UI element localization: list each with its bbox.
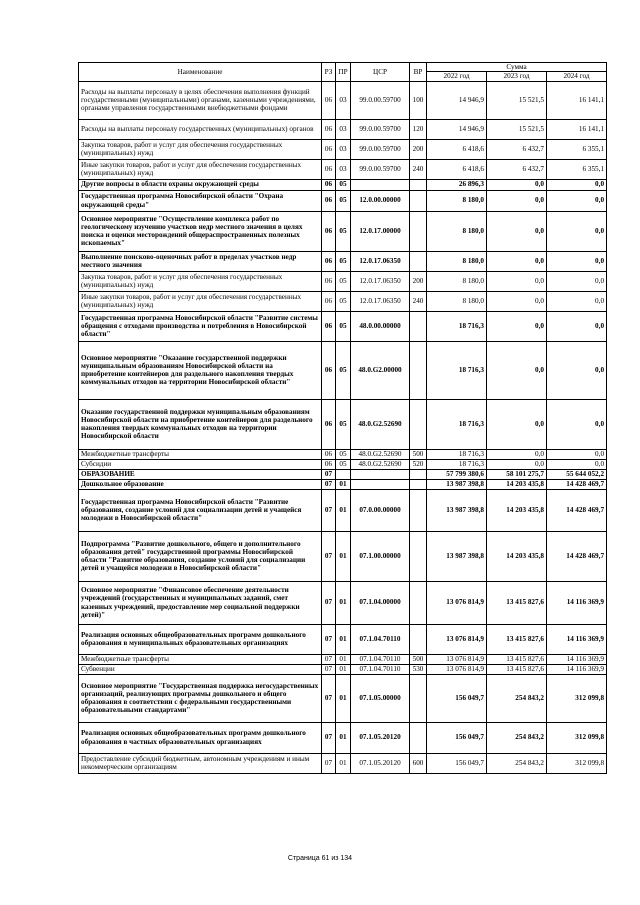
table-row: [79, 311, 607, 341]
row-vr: [410, 211, 427, 251]
row-sum-2022: 8 180,0: [427, 251, 487, 271]
table-row: [79, 459, 607, 469]
row-sum-2024: 0,0: [547, 449, 607, 459]
table-row: [79, 753, 607, 773]
table-row: [79, 190, 607, 211]
row-sum-2024: 0,0: [547, 341, 607, 399]
row-sum-2022: 14 946,9: [427, 81, 487, 119]
row-name: Государственная программа Новосибирской области "Развитие образования, создание условий для социализации детей и учащейся молодежи в Новосибирской области": [79, 489, 322, 531]
row-sum-2022: 13 076 814,9: [427, 664, 487, 674]
row-sum-2023: 0,0: [487, 459, 547, 469]
row-rz: 06: [322, 459, 336, 469]
row-vr: [410, 311, 427, 341]
table-row: [79, 211, 607, 251]
row-sum-2024: 0,0: [547, 399, 607, 449]
row-sum-2024: 312 099,8: [547, 753, 607, 773]
row-csr: [351, 469, 410, 479]
row-vr: [410, 722, 427, 753]
row-pr: 01: [336, 479, 351, 489]
row-sum-2024: 0,0: [547, 311, 607, 341]
row-sum-2022: 156 049,7: [427, 753, 487, 773]
row-vr: [410, 531, 427, 581]
row-rz: 06: [322, 190, 336, 211]
table-row: [79, 654, 607, 664]
row-rz: 07: [322, 469, 336, 479]
row-sum-2024: 14 116 369,9: [547, 664, 607, 674]
row-name: Государственная программа Новосибирской области "Развитие системы обращения с отходами производства и потребления в Новосибирской области": [79, 311, 322, 341]
row-sum-2023: 6 432,7: [487, 139, 547, 159]
row-vr: [410, 469, 427, 479]
row-pr: 01: [336, 531, 351, 581]
table-row: [79, 531, 607, 581]
row-vr: 200: [410, 271, 427, 291]
table-row: [79, 624, 607, 654]
row-sum-2022: 13 076 814,9: [427, 654, 487, 664]
row-vr: 240: [410, 291, 427, 311]
row-sum-2023: 58 101 275,7: [487, 469, 547, 479]
row-csr: 12.0.17.06350: [351, 291, 410, 311]
row-sum-2022: 13 076 814,9: [427, 581, 487, 624]
table-row: [79, 399, 607, 449]
row-pr: 01: [336, 664, 351, 674]
col-header-csr: ЦСР: [351, 63, 410, 82]
row-vr: 600: [410, 753, 427, 773]
table-row: [79, 449, 607, 459]
row-sum-2023: 13 415 827,6: [487, 581, 547, 624]
row-csr: 99.0.00.59700: [351, 119, 410, 139]
row-pr: 03: [336, 159, 351, 179]
row-name: Субвенции: [79, 664, 322, 674]
row-sum-2022: 18 716,3: [427, 449, 487, 459]
row-pr: 05: [336, 449, 351, 459]
row-vr: 520: [410, 459, 427, 469]
row-sum-2023: 13 415 827,6: [487, 654, 547, 664]
row-pr: 05: [336, 190, 351, 211]
row-csr: 07.1.00.00000: [351, 531, 410, 581]
row-sum-2024: 312 099,8: [547, 674, 607, 722]
row-sum-2023: 0,0: [487, 251, 547, 271]
row-csr: 48.0.00.00000: [351, 311, 410, 341]
row-pr: 01: [336, 581, 351, 624]
row-sum-2024: 0,0: [547, 251, 607, 271]
row-sum-2024: 0,0: [547, 291, 607, 311]
row-csr: 07.0.00.00000: [351, 489, 410, 531]
row-rz: 07: [322, 531, 336, 581]
row-csr: 48.0.G2.00000: [351, 341, 410, 399]
row-sum-2023: 0,0: [487, 190, 547, 211]
row-sum-2023: 14 203 435,8: [487, 531, 547, 581]
row-pr: 05: [336, 341, 351, 399]
row-sum-2024: 16 141,1: [547, 119, 607, 139]
row-sum-2022: 57 799 380,6: [427, 469, 487, 479]
row-sum-2024: 312 099,8: [547, 722, 607, 753]
col-header-pr: ПР: [336, 63, 351, 82]
row-sum-2022: 18 716,3: [427, 311, 487, 341]
row-name: Расходы на выплаты персоналу государственных (муниципальных) органов: [79, 119, 322, 139]
row-csr: 07.1.04.70110: [351, 664, 410, 674]
table-row: [79, 271, 607, 291]
row-sum-2023: 254 843,2: [487, 753, 547, 773]
row-csr: 12.0.17.06350: [351, 251, 410, 271]
row-vr: [410, 479, 427, 489]
row-name: Межбюджетные трансферты: [79, 449, 322, 459]
row-name: Основное мероприятие "Осуществление комплекса работ по геологическому изучению участков недр местного значения в целях поиска и оценки месторождений общераспространенных полезных ископаемых": [79, 211, 322, 251]
row-rz: 07: [322, 753, 336, 773]
row-sum-2022: 14 946,9: [427, 119, 487, 139]
row-rz: 07: [322, 624, 336, 654]
row-name: Другие вопросы в области охраны окружающей среды: [79, 179, 322, 190]
row-rz: 07: [322, 654, 336, 664]
row-rz: 06: [322, 291, 336, 311]
row-sum-2023: 13 415 827,6: [487, 664, 547, 674]
row-sum-2022: 26 896,3: [427, 179, 487, 190]
row-csr: 99.0.00.59700: [351, 139, 410, 159]
row-rz: 07: [322, 674, 336, 722]
row-rz: 06: [322, 449, 336, 459]
row-rz: 06: [322, 159, 336, 179]
row-vr: [410, 251, 427, 271]
row-sum-2023: 13 415 827,6: [487, 624, 547, 654]
row-sum-2024: 6 355,1: [547, 139, 607, 159]
row-pr: 05: [336, 291, 351, 311]
table-row: [79, 159, 607, 179]
row-rz: 06: [322, 341, 336, 399]
row-sum-2024: 14 428 469,7: [547, 479, 607, 489]
row-name: Иные закупки товаров, работ и услуг для обеспечения государственных (муниципальных) нужд: [79, 291, 322, 311]
row-vr: 530: [410, 664, 427, 674]
table-row: [79, 81, 607, 119]
table-body: [79, 81, 607, 773]
row-vr: [410, 581, 427, 624]
row-vr: 500: [410, 449, 427, 459]
row-rz: 06: [322, 211, 336, 251]
row-sum-2023: 0,0: [487, 271, 547, 291]
row-csr: 07.1.04.70110: [351, 654, 410, 664]
row-sum-2022: 13 987 398,8: [427, 479, 487, 489]
row-sum-2024: 14 116 369,9: [547, 654, 607, 664]
row-csr: 99.0.00.59700: [351, 159, 410, 179]
row-rz: 07: [322, 581, 336, 624]
row-rz: 06: [322, 119, 336, 139]
row-pr: 05: [336, 271, 351, 291]
budget-table: [78, 62, 607, 774]
row-vr: 120: [410, 119, 427, 139]
col-header-year-2023: 2023 год: [487, 72, 547, 81]
row-sum-2024: 14 116 369,9: [547, 581, 607, 624]
row-sum-2023: 0,0: [487, 311, 547, 341]
row-sum-2023: 15 521,5: [487, 119, 547, 139]
row-pr: 01: [336, 654, 351, 664]
row-vr: [410, 674, 427, 722]
row-pr: 01: [336, 722, 351, 753]
row-sum-2024: 0,0: [547, 459, 607, 469]
row-csr: 48.0.G2.52690: [351, 459, 410, 469]
table-row: [79, 119, 607, 139]
page-footer: Страница 61 из 134: [287, 855, 353, 862]
col-header-rz: РЗ: [322, 63, 336, 82]
row-pr: 05: [336, 399, 351, 449]
table-row: [79, 251, 607, 271]
table-row: [79, 581, 607, 624]
row-name: Предоставление субсидий бюджетным, автономным учреждениям и иным некоммерческим организациям: [79, 753, 322, 773]
row-name: ОБРАЗОВАНИЕ: [79, 469, 322, 479]
row-sum-2022: 8 180,0: [427, 211, 487, 251]
row-name: Иные закупки товаров, работ и услуг для обеспечения государственных (муниципальных) нужд: [79, 159, 322, 179]
row-rz: 06: [322, 179, 336, 190]
row-sum-2022: 6 418,6: [427, 139, 487, 159]
row-csr: 12.0.17.06350: [351, 271, 410, 291]
col-header-vr: ВР: [410, 63, 427, 82]
row-vr: [410, 190, 427, 211]
row-vr: 100: [410, 81, 427, 119]
row-sum-2024: 14 428 469,7: [547, 489, 607, 531]
row-sum-2022: 8 180,0: [427, 271, 487, 291]
row-sum-2022: 8 180,0: [427, 190, 487, 211]
row-csr: 07.1.05.20120: [351, 722, 410, 753]
row-vr: [410, 341, 427, 399]
table-row: [79, 674, 607, 722]
row-vr: [410, 399, 427, 449]
row-pr: 05: [336, 251, 351, 271]
row-pr: 01: [336, 674, 351, 722]
row-sum-2023: 14 203 435,8: [487, 479, 547, 489]
row-name: Основное мероприятие "Оказание государственной поддержки муниципальным образованиям Новосибирской области на приобретение контейнеров для раздельного накопления твердых коммунальных отходов на территории Новосибирской области": [79, 341, 322, 399]
row-pr: 05: [336, 211, 351, 251]
row-sum-2024: 0,0: [547, 271, 607, 291]
row-name: Закупка товаров, работ и услуг для обеспечения государственных (муниципальных) нужд: [79, 271, 322, 291]
row-name: Выполнение поисково-оценочных работ в пределах участков недр местного значения: [79, 251, 322, 271]
row-pr: 05: [336, 311, 351, 341]
row-pr: 01: [336, 624, 351, 654]
row-sum-2023: 0,0: [487, 341, 547, 399]
row-sum-2022: 13 987 398,8: [427, 531, 487, 581]
row-vr: [410, 489, 427, 531]
row-csr: 07.1.05.20120: [351, 753, 410, 773]
table-row: [79, 469, 607, 479]
row-name: Оказание государственной поддержки муниципальным образованиям Новосибирской области на приобретение контейнеров для раздельного накопления твердых коммунальных отходов на территории Новосибирской области: [79, 399, 322, 449]
table-row: [79, 479, 607, 489]
row-vr: 500: [410, 654, 427, 664]
row-sum-2024: 0,0: [547, 211, 607, 251]
row-sum-2023: 0,0: [487, 179, 547, 190]
row-vr: 240: [410, 159, 427, 179]
row-rz: 07: [322, 479, 336, 489]
row-sum-2024: 14 428 469,7: [547, 531, 607, 581]
table-row: [79, 291, 607, 311]
row-rz: 07: [322, 664, 336, 674]
row-pr: 03: [336, 139, 351, 159]
row-sum-2023: 0,0: [487, 449, 547, 459]
row-sum-2022: 13 987 398,8: [427, 489, 487, 531]
row-pr: 03: [336, 119, 351, 139]
row-pr: 01: [336, 489, 351, 531]
row-csr: 07.1.04.00000: [351, 581, 410, 624]
row-csr: 48.0.G2.52690: [351, 399, 410, 449]
row-sum-2024: 14 116 369,9: [547, 624, 607, 654]
row-sum-2023: 0,0: [487, 291, 547, 311]
row-csr: [351, 179, 410, 190]
row-sum-2022: 13 076 814,9: [427, 624, 487, 654]
row-csr: 07.1.04.70110: [351, 624, 410, 654]
row-sum-2024: 0,0: [547, 179, 607, 190]
row-csr: 12.0.00.00000: [351, 190, 410, 211]
row-vr: 200: [410, 139, 427, 159]
row-pr: 03: [336, 81, 351, 119]
row-name: Расходы на выплаты персоналу в целях обеспечения выполнения функций государственными (муниципальными) органами, казенными учреждениями, органами управления государственными внебюджетными фондами: [79, 81, 322, 119]
row-sum-2022: 156 049,7: [427, 722, 487, 753]
row-sum-2022: 18 716,3: [427, 459, 487, 469]
row-sum-2022: 8 180,0: [427, 291, 487, 311]
row-sum-2022: 18 716,3: [427, 341, 487, 399]
col-header-year-2022: 2022 год: [427, 72, 487, 81]
col-header-sum: Сумма: [427, 63, 607, 72]
row-name: Закупка товаров, работ и услуг для обеспечения государственных (муниципальных) нужд: [79, 139, 322, 159]
row-sum-2023: 15 521,5: [487, 81, 547, 119]
row-name: Основное мероприятие "Государственная поддержка негосударственных организаций, реализующих программы дошкольного и общего образования в соответствии с федеральными государственными образовательными стандартами": [79, 674, 322, 722]
row-csr: 48.0.G2.52690: [351, 449, 410, 459]
row-pr: [336, 469, 351, 479]
row-sum-2024: 6 355,1: [547, 159, 607, 179]
row-pr: 05: [336, 459, 351, 469]
table-row: [79, 179, 607, 190]
row-rz: 06: [322, 139, 336, 159]
row-pr: 05: [336, 179, 351, 190]
col-header-year-2024: 2024 год: [547, 72, 607, 81]
row-pr: 01: [336, 753, 351, 773]
row-name: Подпрограмма "Развитие дошкольного, общего и дополнительного образования детей" государственной программы Новосибирской области "Развитие образования, создание условий для социализации детей и учащейся молодежи в Новосибирской области": [79, 531, 322, 581]
row-csr: 07.1.05.00000: [351, 674, 410, 722]
row-rz: 06: [322, 271, 336, 291]
row-sum-2022: 6 418,6: [427, 159, 487, 179]
row-csr: 99.0.00.59700: [351, 81, 410, 119]
row-sum-2023: 0,0: [487, 211, 547, 251]
row-csr: [351, 479, 410, 489]
row-rz: 06: [322, 399, 336, 449]
row-name: Государственная программа Новосибирской области "Охрана окружающей среды": [79, 190, 322, 211]
row-vr: [410, 179, 427, 190]
row-vr: [410, 624, 427, 654]
table-row: [79, 139, 607, 159]
table-row: [79, 489, 607, 531]
table-row: [79, 341, 607, 399]
row-rz: 06: [322, 81, 336, 119]
col-header-name: Наименование: [79, 63, 322, 82]
row-name: Реализация основных общеобразовательных программ дошкольного образования в частных образовательных организациях: [79, 722, 322, 753]
row-sum-2022: 18 716,3: [427, 399, 487, 449]
table-row: [79, 722, 607, 753]
row-sum-2023: 6 432,7: [487, 159, 547, 179]
row-name: Реализация основных общеобразовательных программ дошкольного образования в муниципальных образовательных организациях: [79, 624, 322, 654]
row-sum-2024: 16 141,1: [547, 81, 607, 119]
row-sum-2022: 156 049,7: [427, 674, 487, 722]
row-name: Основное мероприятие "Финансовое обеспечение деятельности учреждений (государственных и муниципальных заданий, смет казенных учреждений, предоставление мер социальной поддержки детей)": [79, 581, 322, 624]
row-csr: 12.0.17.00000: [351, 211, 410, 251]
row-name: Межбюджетные трансферты: [79, 654, 322, 664]
row-sum-2023: 0,0: [487, 399, 547, 449]
row-rz: 06: [322, 251, 336, 271]
row-name: Субсидии: [79, 459, 322, 469]
row-sum-2023: 14 203 435,8: [487, 489, 547, 531]
row-rz: 07: [322, 722, 336, 753]
row-sum-2023: 254 843,2: [487, 722, 547, 753]
row-sum-2024: 55 644 052,2: [547, 469, 607, 479]
row-rz: 07: [322, 489, 336, 531]
row-name: Дошкольное образование: [79, 479, 322, 489]
row-rz: 06: [322, 311, 336, 341]
row-sum-2023: 254 843,2: [487, 674, 547, 722]
table-row: [79, 664, 607, 674]
row-sum-2024: 0,0: [547, 190, 607, 211]
